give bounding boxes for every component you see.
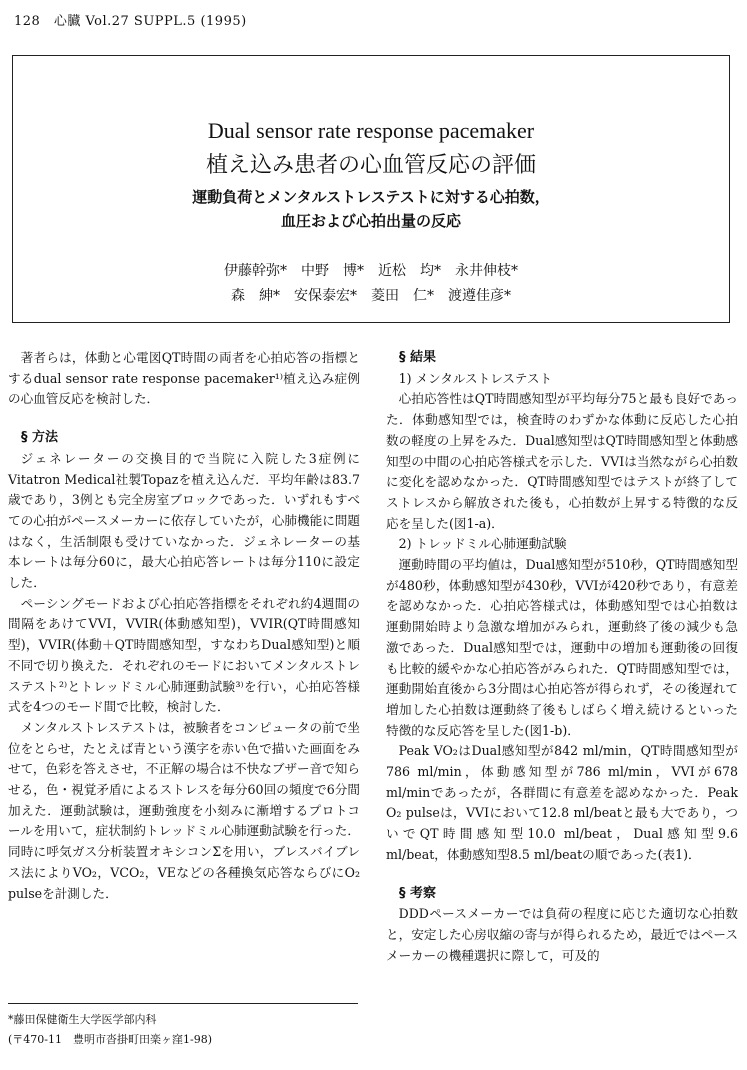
methods-paragraph-1: ジェネレーターの交換目的で当院に入院した3症例にVitatron Medical社製Topazを植え込んだ．平均年齢は83.7歳であり，3例とも完全房室ブロックであった．いずれもすべての心拍がペースメーカーに依存していたが，心肺機能に問題はなく，生活制限も受けていなかった．ジェネレーターの基本レートは毎分60に，最大心拍応答レートは毎分110に設定した． [8,450,360,591]
results-subheading-2: 2) トレッドミル心肺運動試験 [398,536,567,552]
methods-heading: § 方法 [21,430,59,446]
title-english: Dual sensor rate response pacemaker [207,118,535,143]
subtitle [13,185,729,233]
right-column [386,348,738,966]
left-column [8,348,360,904]
authors-line-1: 伊藤幹弥* 中野 博* 近松 均* 永井伸枝* [224,263,518,279]
results-paragraph-2: 運動時間の平均値は，Dual感知型が510秒，QT時間感知型が480秒，体動感知型が430秒，VVIが420秒であり，有意差を認めなかった．心拍応答様式は，体動感知型では心拍数は運動開始時より急激な増加がみられ，運動終了後の減少も急激であった．Dual感知型では，運動中の増加も運動後の回復も比較的緩やかな心拍応答がみられた．QT時間感知型では，運動開始直後から3分間は心拍応答が得られず，その後遅れて増加した心拍数は運動終了後もしばらく増え続けるといった特徴的な反応答を呈した(図1-b)． [386,557,738,738]
footnote [8,1010,363,1050]
discussion-paragraph-1: DDDペースメーカーでは負荷の程度に応じた適切な心拍数と，安定した心房収縮の寄与が得られるため，最近ではペースメーカーの機種選択に際して，可及的 [386,906,738,963]
footnote-address: (〒470-11 豊明市沓掛町田楽ヶ窪1-98) [8,1033,213,1046]
footnote-rule [8,1003,358,1004]
results-subheading-1: 1) メンタルストレステスト [398,370,553,386]
running-head: 128 心臓 Vol.27 SUPPL.5 (1995) [14,14,247,29]
authors [13,259,729,309]
methods-paragraph-2: ペーシングモードおよび心拍応答指標をそれぞれ約4週間の間隔をあけてVVI，VVIR(体動感知型)，VVIR(QT時間感知型)，VVIR(体動＋QT時間感知型，すなわちDual感知型)と順不同で切り換えた．それぞれのモードにおいてメンタルストレステスト²⁾とトレッドミル心肺運動試験³⁾を行い，心拍応答様式を4つのモード間で比較，検討した． [8,595,360,715]
results-paragraph-1: 心拍応答性はQT時間感知型が平均毎分75と最も良好であった．体動感知型では，検査時のわずかな体動に反応した心拍数の軽度の上昇をみた．Dual感知型はQT時間感知型と体動感知型の中間の心拍応答様式を示した．VVIは当然ながら心拍数に変化を認めなかった．QT時間感知型ではテストが終了してストレスから解放された後も，心拍数が上昇する特徴的な反応を呈した(図1-a)． [386,391,738,531]
title-japanese: 植え込み患者の心血管反応の評価 [205,153,536,178]
methods-paragraph-3: メンタルストレステストは，被験者をコンピュータの前で坐位をとらせ，たとえば青という漢字を赤い色で描いた画面をみせて，色彩を答えさせ，不正解の場合は不快なブザー音で知らせる，色・視覚矛盾によるストレスを毎分60回の頻度で6分間加えた．運動試験は，運動強度を小刻みに漸増するプロトコールを用いて，症状制約トレッドミル心肺運動試験を行った．同時に呼気ガス分析装置オキシコンΣを用い，ブレスバイブレス法によりVO₂，VCO₂，VEなどの各種換気応答ならびにO₂ pulseを計測した． [8,719,360,901]
discussion-heading: § 考察 [399,885,437,901]
results-paragraph-3: Peak VO₂はDual感知型が842 ml/min，QT時間感知型が786 ml/min，体動感知型が786 ml/min，VVIが678 ml/minであったが，各群間に有意差を認めなかった．Peak O₂ pulseは，VVIにおいて12.8 ml/beatと最も大であり，ついでQT時間感知型10.0 ml/beat，Dual感知型9.6 ml/beat，体動感知型8.5 ml/beatの順であった(表1)． [386,743,738,862]
title-box [12,55,730,323]
subtitle-line-2: 血圧および心拍出量の反応 [280,212,461,230]
intro-paragraph: 著者らは，体動と心電図QT時間の両者を心拍応答の指標とするdual sensor rate response pacemaker¹⁾植え込み症例の心血管反応を検討した． [8,350,360,407]
results-heading: § 結果 [399,350,437,365]
subtitle-line-1: 運動負荷とメンタルストレステストに対する心拍数， [192,188,550,206]
footnote-affiliation: *藤田保健衛生大学医学部内科 [8,1013,157,1026]
authors-line-2: 森 紳* 安保泰宏* 菱田 仁* 渡遵佳彦* [231,288,511,304]
